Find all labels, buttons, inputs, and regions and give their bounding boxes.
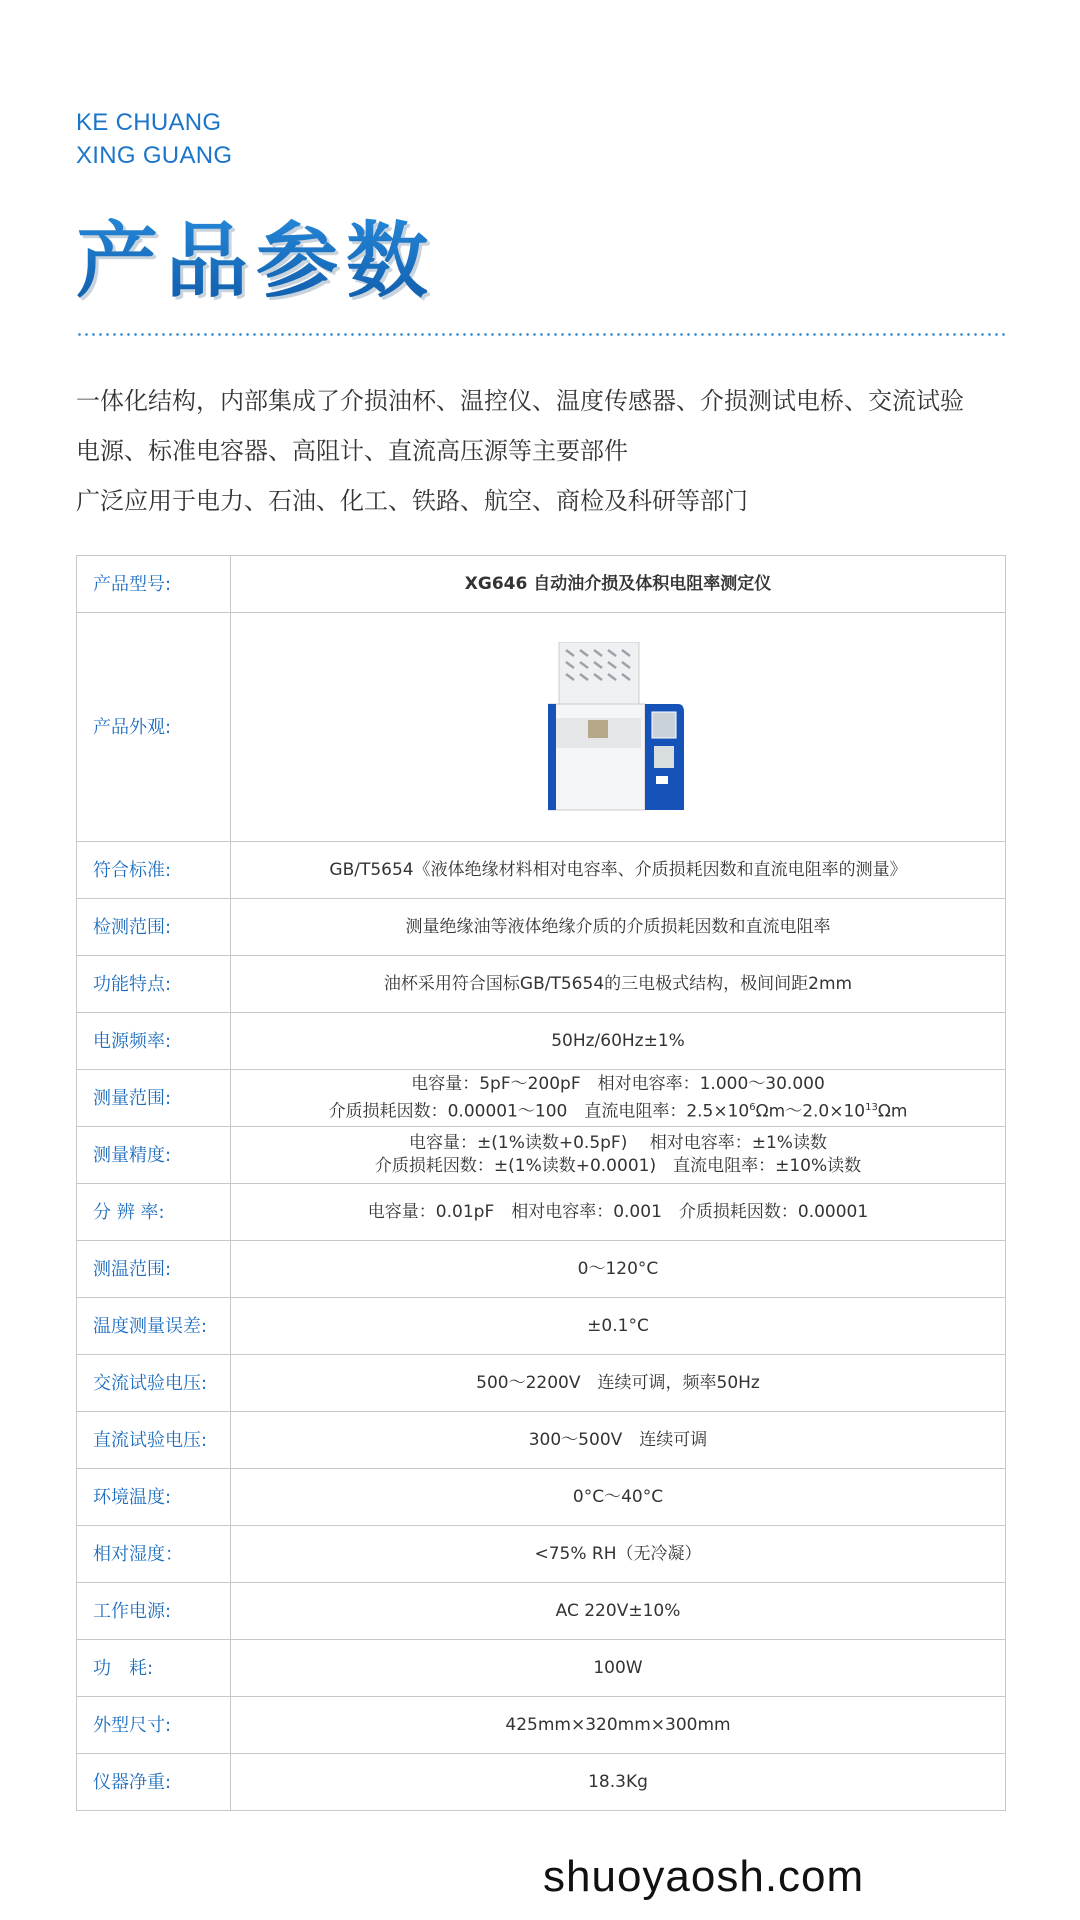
spec-label: 检测范围: xyxy=(77,899,231,956)
spec-label: 工作电源: xyxy=(77,1583,231,1640)
table-row xyxy=(77,1298,1006,1355)
exponent: 6 xyxy=(749,1101,756,1113)
spec-value-line: 50Hz/60Hz±1% xyxy=(551,1030,685,1051)
table-row xyxy=(77,1412,1006,1469)
spec-label: 电源频率: xyxy=(77,1013,231,1070)
spec-label: 产品外观: xyxy=(77,613,231,842)
spec-label: 功 耗: xyxy=(77,1640,231,1697)
spec-value xyxy=(231,1469,1006,1526)
spec-label: 仪器净重: xyxy=(77,1754,231,1811)
spec-label: 外型尺寸: xyxy=(77,1697,231,1754)
brand-line-1: KE CHUANG xyxy=(76,109,222,136)
brand-name xyxy=(76,106,232,172)
text-part: Ωm～2.0×10 xyxy=(755,1101,866,1122)
spec-table xyxy=(76,555,1006,1811)
spec-value-line: 电容量：0.01pF 相对电容率：0.001 介质损耗因数：0.00001 xyxy=(367,1201,869,1222)
table-row xyxy=(77,1583,1006,1640)
spec-value xyxy=(231,1070,1006,1127)
text-part: Ωm xyxy=(877,1101,908,1122)
spec-label: 相对湿度： xyxy=(77,1526,231,1583)
exponent: 13 xyxy=(865,1101,878,1113)
table-row xyxy=(77,556,1006,613)
table-row xyxy=(77,613,1006,842)
product-image-cell xyxy=(231,613,1006,842)
table-row xyxy=(77,1355,1006,1412)
table-row xyxy=(77,1241,1006,1298)
table-row xyxy=(77,1184,1006,1241)
spec-value-line: <75% RH（无冷凝） xyxy=(534,1543,702,1564)
spec-value xyxy=(231,1013,1006,1070)
spec-label: 温度测量误差: xyxy=(77,1298,231,1355)
spec-value xyxy=(231,1754,1006,1811)
description-line: 一体化结构，内部集成了介损油杯、温控仪、温度传感器、介损测试电桥、交流试验 xyxy=(76,387,964,415)
table-row xyxy=(77,1526,1006,1583)
spec-label: 测量范围: xyxy=(77,1070,231,1127)
spec-label: 交流试验电压: xyxy=(77,1355,231,1412)
spec-value xyxy=(231,1184,1006,1241)
spec-value xyxy=(231,1412,1006,1469)
spec-value-line: 电容量：5pF～200pF 相对电容率：1.000～30.000 xyxy=(411,1073,825,1094)
footer-website: shuoyaosh.com xyxy=(543,1852,865,1901)
description-line: 广泛应用于电力、石油、化工、铁路、航空、商检及科研等部门 xyxy=(76,487,748,515)
spec-value-line: 0°C～40°C xyxy=(572,1486,664,1507)
spec-label: 环境温度: xyxy=(77,1469,231,1526)
spec-value xyxy=(231,1241,1006,1298)
table-row xyxy=(77,1469,1006,1526)
table-row xyxy=(77,1697,1006,1754)
spec-value-line: 18.3Kg xyxy=(588,1771,648,1792)
spec-value-line: 油杯采用符合国标GB/T5654的三电极式结构，极间间距2mm xyxy=(383,973,853,994)
spec-value-line: 425mm×320mm×300mm xyxy=(505,1714,731,1735)
spec-value xyxy=(231,1697,1006,1754)
description-line: 电源、标准电容器、高阻计、直流高压源等主要部件 xyxy=(76,437,628,465)
spec-value-line: 100W xyxy=(593,1657,643,1678)
spec-value xyxy=(231,1355,1006,1412)
spec-value-line: 0～120°C xyxy=(577,1258,659,1279)
spec-label: 产品型号: xyxy=(77,556,231,613)
spec-value-line: 测量绝缘油等液体绝缘介质的介质损耗因数和直流电阻率 xyxy=(405,916,831,937)
spec-value xyxy=(231,1640,1006,1697)
brand-line-2: XING GUANG xyxy=(76,142,233,169)
page-title: 产品参数 xyxy=(76,196,436,313)
spec-label: 测量精度: xyxy=(77,1127,231,1184)
spec-label: 测温范围: xyxy=(77,1241,231,1298)
text-part: 介质损耗因数：0.00001～100 直流电阻率：2.5×10 xyxy=(328,1101,750,1122)
spec-label: 符合标准: xyxy=(77,842,231,899)
table-row xyxy=(77,1013,1006,1070)
spec-value xyxy=(231,956,1006,1013)
spec-value-line: 电容量：±(1%读数+0.5pF) 相对电容率：±1%读数 xyxy=(409,1133,827,1153)
product-image xyxy=(548,642,688,812)
spec-label: 分 辨 率: xyxy=(77,1184,231,1241)
spec-value xyxy=(231,1526,1006,1583)
spec-value-line: AC 220V±10% xyxy=(555,1600,681,1621)
spec-value-line xyxy=(231,1096,1005,1124)
spec-value-line: 介质损耗因数：±(1%读数+0.0001) 直流电阻率：±10%读数 xyxy=(374,1156,862,1176)
spec-value xyxy=(231,1127,1006,1184)
spec-value xyxy=(231,1583,1006,1640)
table-row xyxy=(77,956,1006,1013)
table-row xyxy=(77,1127,1006,1184)
table-row xyxy=(77,1070,1006,1127)
table-row xyxy=(77,1640,1006,1697)
spec-value-line: 500～2200V 连续可调，频率50Hz xyxy=(476,1372,760,1393)
spec-label: 直流试验电压: xyxy=(77,1412,231,1469)
spec-value xyxy=(231,1298,1006,1355)
spec-value-line: 300～500V 连续可调 xyxy=(528,1429,708,1450)
spec-value xyxy=(231,899,1006,956)
spec-value xyxy=(231,842,1006,899)
product-description xyxy=(76,376,1016,526)
spec-value-line: ±0.1°C xyxy=(587,1315,649,1336)
table-row xyxy=(77,1754,1006,1811)
spec-value-line: GB/T5654《液体绝缘材料相对电容率、介质损耗因数和直流电阻率的测量》 xyxy=(329,859,907,880)
spec-label: 功能特点: xyxy=(77,956,231,1013)
table-row xyxy=(77,842,1006,899)
spec-value: XG646 自动油介损及体积电阻率测定仪 xyxy=(231,556,1006,613)
table-row xyxy=(77,899,1006,956)
dotted-divider xyxy=(76,333,1006,336)
